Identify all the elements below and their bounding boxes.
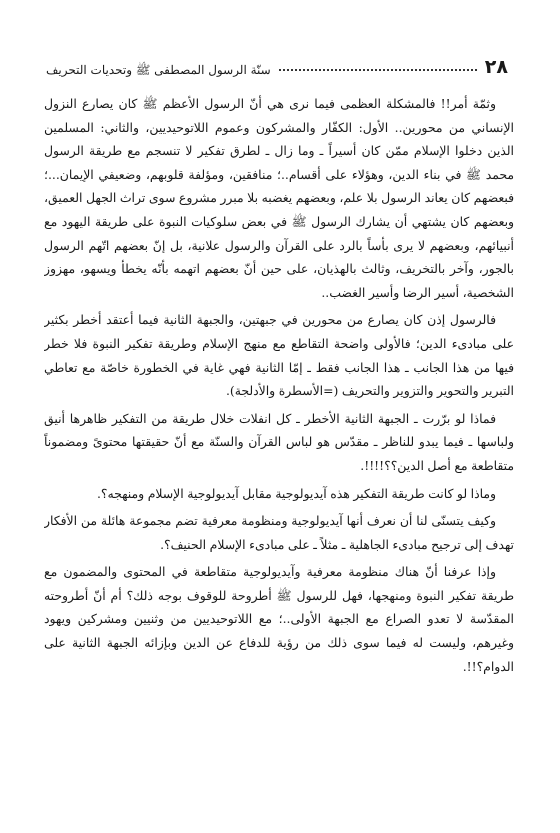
header-dotted-rule: [279, 69, 477, 71]
running-header: [46, 52, 508, 78]
paragraph-6: وإذا عرفنا أنّ هناك منظومة معرفية وآيديولوجية متقاطعة في المحتوى والمضمون مع طريقة تفكير النبوة ومنهجها، فهل للرسول ﷺ أطروحة للوقوف بوجه ذلك؟ أم أنّ أطروحته المقدّسة لا تعدو الصراع مع الجبهة الأولى..؛ مع اللاتوحيديين من وثنيين ومشركين ويهود وغيرهم، وليست له فيما سوى ذلك من رؤية للدفاع عن الدين وبإزائه الجبهة الثانية على الدوام؟!!.: [44, 564, 514, 674]
running-header-title: سنّة الرسول المصطفى ﷺ وتحديات التحريف: [46, 63, 271, 77]
paragraph-3: فماذا لو برّرت ـ الجبهة الثانية الأخطر ـ كل انفلات خلال طريقة من التفكير ظاهرها أنيق ولباسها ـ فيما يبدو للناظر ـ مقدّس هو لباس القرآن والسنّة مع أنّ حقيقتها محتوىً ومضموناً متقاطعة مع أصل الدين؟؟!!!!.: [44, 410, 514, 473]
page-number: ٢٨: [484, 56, 508, 78]
paragraph-1: وثمّة أمر!! فالمشكلة العظمى فيما نرى هي أنّ الرسول الأعظم ﷺ كان يصارع النزول الإنساني من محورين.. الأول: الكفّار والمشركون وعموم اللاتوحيديين، والثاني: المسلمين الذين دخلوا الإسلام ممّن كان أسيراً ـ وما زال ـ لطرق تفكير لا تنسجم مع طريقة الرسول محمد ﷺ في بناء الدين، وهؤلاء على أقسام..؛ منافقين، ومؤلفة قلوبهم، وضعيفي الإيمان...؛ فبعضهم كان يعاند الرسول بلا علم، وبعضهم يغضبه بلا مبرر مشروع سوى تراث الجهل العميق، وبعضهم كان يشتهي أن يشارك الرسول ﷺ في بعض سلوكيات النبوة على طريقة اليهود مع أنبيائهم، وبعضهم لا يرى بأساً بالرد على القرآن والرسول علانية، بل إنّ بعضهم اتّهم الرسول بالجور، وآخر بالتخريف، وثالث بالهذيان، على حين أنّ بعضهم اتهمه بأنّه يخطأ ويسهو، مهزوز الشخصية، أسير الرضا وأسير الغضب..: [44, 96, 514, 300]
paragraph-2: فالرسول إذن كان يصارع من محورين في جبهتين، والجبهة الثانية فيما أعتقد أخطر بكثير على مبادىء الدين؛ فالأولى واضحة التقاطع مع منهج الإسلام وطريقة تفكير النبوة فلا خطر فيها من هذا الجانب ـ هذا الجانب فقط ـ إمّا الثانية فهي غاية في الخطورة خاصّة مع تعاطي التبرير والتحوير والتزوير والتحريف (=الأسطرة والأدلجة).: [44, 312, 514, 399]
body-text: [44, 92, 514, 813]
paragraph-5: وكيف يتسنّى لنا أن نعرف أنها آيديولوجية ومنظومة معرفية تضم مجموعة هائلة من الأفكار تهدف إلى ترجيح مبادىء الجاهلية ـ مثلاً ـ على مبادىء الإسلام الحنيف؟.: [44, 513, 514, 552]
paragraph-4: وماذا لو كانت طريقة التفكير هذه آيديولوجية مقابل آيديولوجية الإسلام ومنهجه؟.: [96, 485, 496, 501]
